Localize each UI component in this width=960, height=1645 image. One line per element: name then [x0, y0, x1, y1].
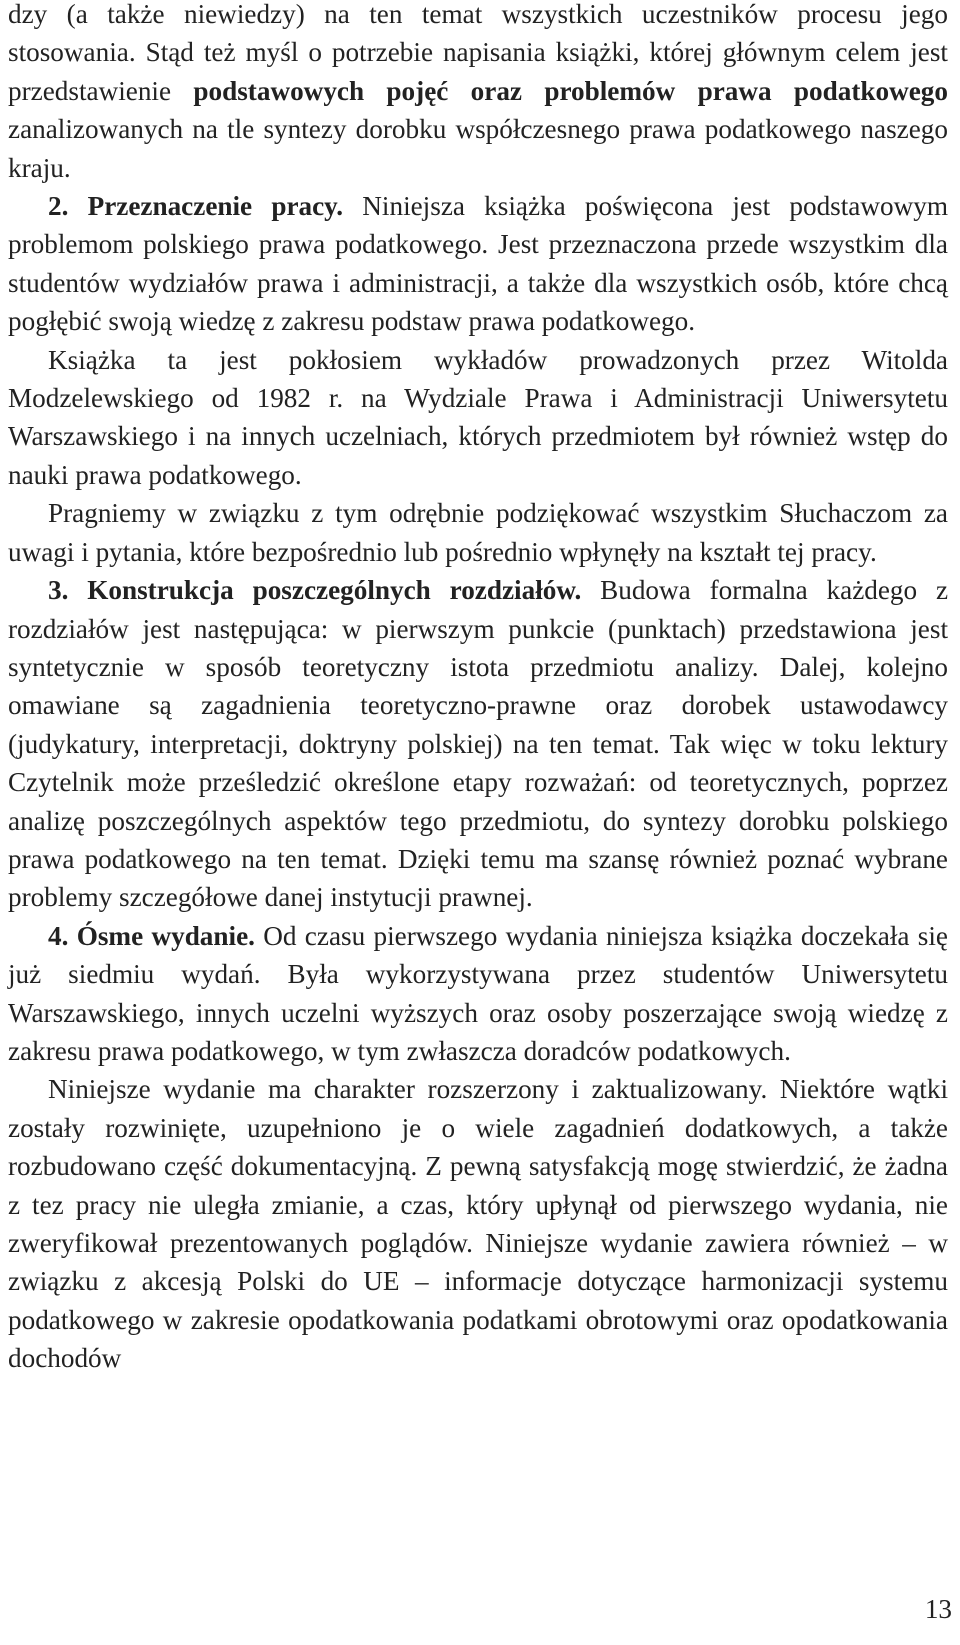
section-3-text: Budowa formalna każdego z rozdziałów jest następująca: w pierwszym punkcie (punktach) przedstawiona jest syntetycznie w sposób teoretyczny istota przedmiotu analizy. Dalej, kolejno omawiane są zagadnienia teoretyczno-prawne oraz dorobek ustawodawcy (judykatury, interpretacji, doktryny polskiej) na ten temat. Tak więc w toku lektury Czytelnik może prześledzić określone etapy rozważań: od teoretycznych, poprzez analizę poszczególnych aspektów tego przedmiotu, do syntezy dorobku polskiego prawa podatkowego na ten temat. Dzięki temu ma szansę również poznać wybrane problemy szczegółowe danej instytucji prawnej.	[8, 575, 949, 913]
lectures-text: Książka ta jest pokłosiem wykładów prowadzonych przez Witolda Modzelewskiego od 1982 r. na Wydziale Prawa i Administracji Uniwersytetu Warszawskiego i na innych uczelniach, których przedmiotem był również wstęp do nauki prawa podatkowego.	[8, 344, 948, 490]
section-4-paragraph	[8, 917, 948, 1071]
paragraph-lectures	[8, 341, 948, 495]
page-number: 13	[924, 1594, 952, 1624]
section-4-heading: 4. Ósme wydanie.	[48, 920, 255, 951]
section-2-text: Niniejsza książka poświęcona jest podstawowym problemom polskiego prawa podatkowego. Jest przeznaczona przede wszystkim dla studentów wydziałów prawa i administracji, a także dla wszystkich osób, które chcą pogłębić swoją wiedzę z zakresu podstaw prawa podatkowego.	[8, 191, 948, 337]
intro-text-2: zanalizowanych na tle syntezy dorobku współczesnego prawa podatkowego naszego kraju.	[8, 114, 948, 183]
section-3-paragraph	[8, 571, 948, 917]
section-2-paragraph	[8, 187, 948, 341]
edition-text: Niniejsze wydanie ma charakter rozszerzony i zaktualizowany. Niektóre wątki zostały rozwinięte, uzupełniono je o wiele zagadnień dodatkowych, a także rozbudowano część dokumentacyjną. Z pewną satysfakcją mogę stwierdzić, że żadna z tez pracy nie uległa zmianie, a czas, który upłynął od pierwszego wydania, nie zweryfikował prezentowanych poglądów. Niniejsze wydanie zawiera również – w związku z akcesją Polski do UE – informacje dotyczące harmonizacji systemu podatkowego w zakresie opodatkowania podatkami obrotowymi oraz opodatkowania dochodów	[8, 1074, 948, 1374]
paragraph-intro	[8, 0, 948, 187]
paragraph-edition	[8, 1070, 948, 1377]
document-page	[8, 0, 948, 1378]
section-4-text: Od czasu pierwszego wydania niniejsza książka doczekała się już siedmiu wydań. Była wykorzystywana przez studentów Uniwersytetu Warszawskiego, innych uczelni wyższych oraz osoby poszerzające swoją wiedzę z zakresu prawa podatkowego, w tym zwłaszcza doradców podatkowych.	[8, 920, 948, 1066]
thanks-text: Pragniemy w związku z tym odrębnie podziękować wszystkim Słuchaczom za uwagi i pytania, które bezpośrednio lub pośrednio wpłynęły na kształt tej pracy.	[8, 498, 948, 567]
intro-bold-phrase: podstawowych pojęć oraz problemów prawa podatkowego	[193, 75, 948, 106]
section-2-heading: 2. Przeznaczenie pracy.	[48, 191, 344, 222]
intro-text-1: dzy (a także niewiedzy) na ten temat wszystkich uczestników procesu jego stosowania. Stąd też myśl o potrzebie napisania książki, której głównym celem jest przedstawienie	[8, 0, 948, 106]
section-3-heading: 3. Konstrukcja poszczególnych rozdziałów.	[48, 575, 582, 606]
paragraph-thanks	[8, 494, 948, 571]
